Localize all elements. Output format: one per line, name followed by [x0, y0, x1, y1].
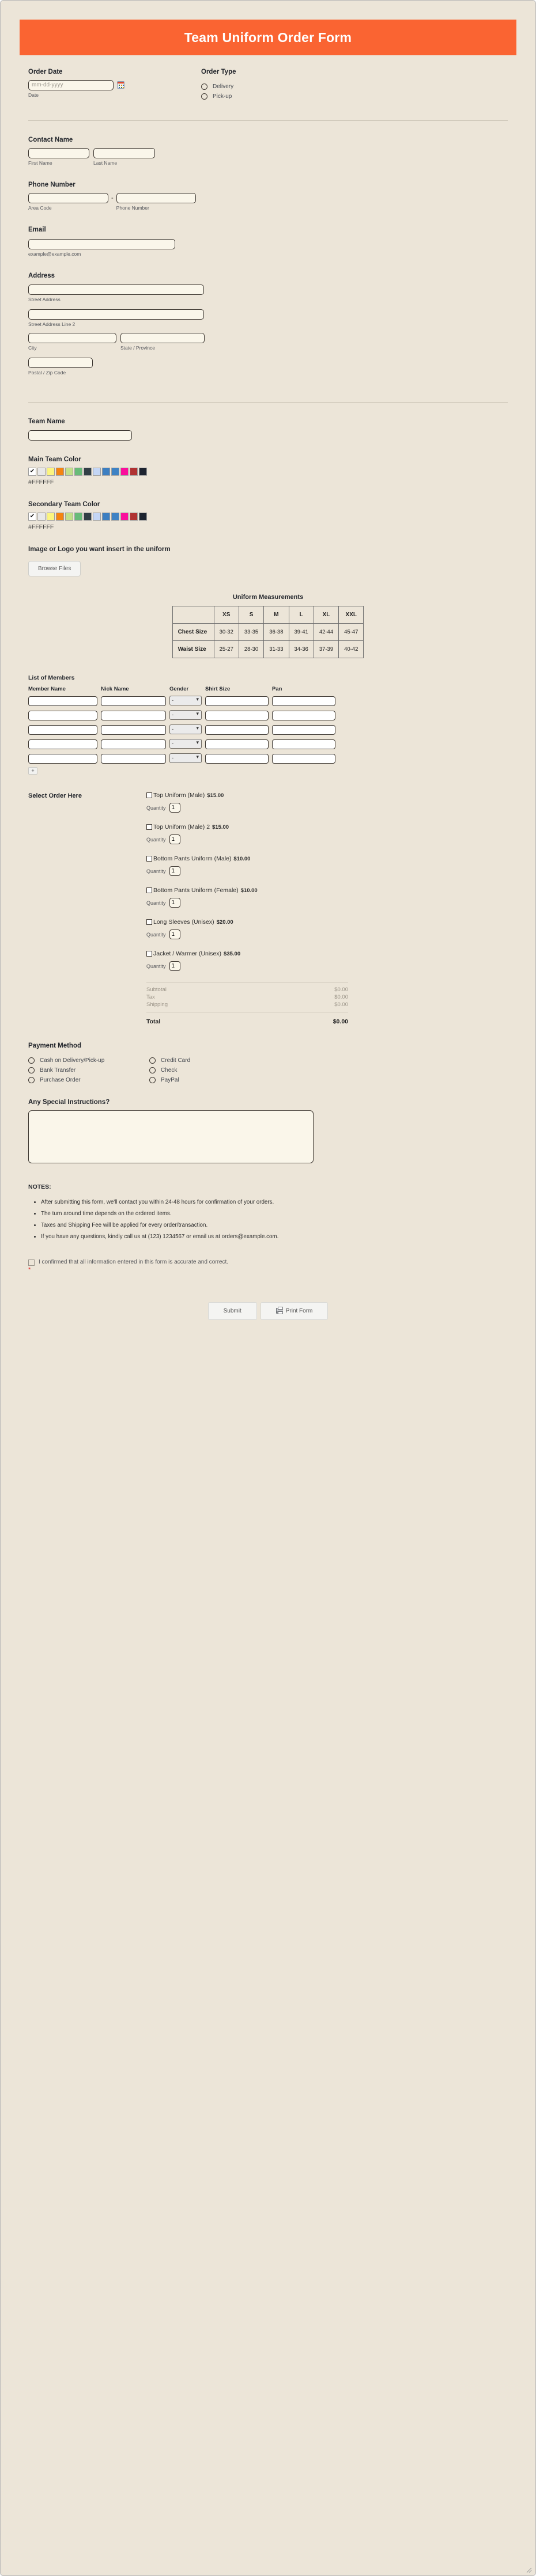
- member-shirt-size-input[interactable]: [205, 711, 269, 720]
- confirmation-text: I confirmed that all information entered in this form is accurate and correct.: [39, 1258, 229, 1265]
- notes-item: • The turn around time depends on the ordered items.: [41, 1209, 508, 1219]
- city-input[interactable]: [28, 333, 116, 343]
- main-color-swatch-2[interactable]: [47, 468, 55, 476]
- member-gender-select[interactable]: -: [169, 696, 202, 705]
- order-item-quantity-label: Quantity: [146, 805, 166, 811]
- order-item-price: $10.00: [240, 887, 258, 894]
- subtotal-label: Subtotal: [146, 987, 167, 993]
- order-meta-row: [1, 55, 535, 100]
- payment-option-1[interactable]: [28, 1067, 149, 1073]
- tax-value: $0.00: [334, 994, 348, 1001]
- order-type-option-pickup[interactable]: [201, 93, 236, 100]
- radio-icon[interactable]: [28, 1057, 35, 1064]
- order-item-quantity-label: Quantity: [146, 900, 166, 906]
- email-label: Email: [28, 226, 46, 234]
- measurements-cell: 39-41: [289, 624, 314, 641]
- address-label: Address: [28, 272, 55, 279]
- secondary-color-swatch-10[interactable]: [120, 513, 129, 521]
- order-date-label: Order Date: [28, 69, 63, 75]
- street-address-sublabel: Street Address: [28, 297, 61, 303]
- email-sublabel: example@example.com: [28, 251, 81, 257]
- main-color-swatch-1[interactable]: [37, 468, 46, 476]
- member-shirt-size-input[interactable]: [205, 725, 269, 735]
- notes-item: • If you have any questions, kindly call us at (123) 1234567 or email us at orders@example.com.: [41, 1232, 508, 1242]
- main-color-swatch-4[interactable]: [65, 468, 73, 476]
- state-input[interactable]: [120, 333, 205, 343]
- special-instructions-section: [1, 1083, 535, 1166]
- table-row: [28, 724, 536, 735]
- order-item-price: $20.00: [216, 919, 233, 925]
- order-date-field: [28, 68, 201, 100]
- order-item-quantity-input[interactable]: [169, 834, 180, 844]
- order-selection-section: [1, 775, 535, 1026]
- member-nick-input[interactable]: [101, 711, 166, 720]
- order-item-quantity-label: Quantity: [146, 931, 166, 938]
- state-sublabel: State / Province: [120, 345, 156, 351]
- last-name-field: [93, 148, 155, 166]
- order-item-name: Jacket / Warmer (Unisex): [153, 950, 222, 958]
- measurements-cell: 36-38: [264, 624, 289, 641]
- order-item-checkbox[interactable]: [146, 951, 152, 957]
- total-row: [146, 1016, 348, 1026]
- uniform-measurements-title: Uniform Measurements: [232, 594, 304, 601]
- main-team-color-section: [1, 441, 535, 485]
- main-color-swatch-7[interactable]: [93, 468, 101, 476]
- member-pants-size-input[interactable]: [272, 725, 335, 735]
- total-label: Total: [146, 1018, 161, 1026]
- required-marker: *: [28, 1266, 31, 1273]
- measurements-cell: 25-27: [214, 641, 239, 658]
- secondary-color-swatch-0[interactable]: [28, 513, 36, 521]
- area-code-input[interactable]: [28, 193, 108, 203]
- secondary-color-swatch-4[interactable]: [65, 513, 73, 521]
- order-item-price: $15.00: [212, 824, 229, 830]
- order-item-quantity-input[interactable]: [169, 898, 180, 908]
- payment-method-label: Payment Method: [28, 1042, 82, 1050]
- address-section: [1, 257, 535, 375]
- member-shirt-size-input[interactable]: [205, 754, 269, 764]
- secondary-team-color-label: Secondary Team Color: [28, 501, 100, 509]
- member-name-input[interactable]: [28, 711, 97, 720]
- notes-item: • Taxes and Shipping Fee will be applied for every order/transaction.: [41, 1220, 508, 1231]
- confirmation-section: [1, 1244, 535, 1273]
- order-type-option-label: Pick-up: [213, 93, 232, 100]
- order-item-quantity-input[interactable]: [169, 930, 180, 939]
- order-item: [146, 855, 388, 876]
- print-form-button[interactable]: [261, 1302, 329, 1320]
- measurements-cell: 28-30: [239, 641, 263, 658]
- measurements-cell: 33-35: [239, 624, 263, 641]
- member-name-input[interactable]: [28, 739, 97, 749]
- calendar-icon[interactable]: [117, 81, 124, 89]
- secondary-color-swatch-3[interactable]: [56, 513, 64, 521]
- members-section: [1, 658, 535, 775]
- member-gender-select-wrapper[interactable]: [169, 696, 202, 705]
- members-column-header-1: Nick Name: [101, 686, 129, 693]
- order-item: [146, 950, 388, 971]
- form-header-banner: [20, 20, 516, 55]
- payment-option-label: Purchase Order: [40, 1077, 81, 1084]
- order-item-price: $10.00: [233, 855, 251, 862]
- order-item-checkbox[interactable]: [146, 887, 152, 893]
- radio-icon[interactable]: [149, 1077, 156, 1083]
- measurements-row-label: Waist Size: [172, 641, 214, 658]
- radio-icon[interactable]: [28, 1077, 35, 1083]
- main-color-swatch-0[interactable]: [28, 468, 36, 476]
- subtotal-row: [146, 986, 348, 993]
- radio-icon[interactable]: [201, 84, 207, 90]
- order-item-name: Top Uniform (Male): [153, 792, 205, 799]
- email-input[interactable]: [28, 239, 175, 249]
- payment-option-2[interactable]: [28, 1077, 149, 1083]
- shipping-row: [146, 1001, 348, 1008]
- payment-option-label: Bank Transfer: [40, 1067, 76, 1074]
- members-column-header-2: Gender: [169, 686, 189, 693]
- order-item-checkbox[interactable]: [146, 792, 152, 798]
- secondary-color-swatch-list: [28, 513, 508, 521]
- member-shirt-size-input[interactable]: [205, 739, 269, 749]
- main-color-swatch-9[interactable]: [111, 468, 119, 476]
- payment-option-right-2[interactable]: [149, 1077, 270, 1083]
- order-item-name: Bottom Pants Uniform (Female): [153, 887, 239, 894]
- shipping-value: $0.00: [334, 1001, 348, 1008]
- main-color-swatch-3[interactable]: [56, 468, 64, 476]
- contact-name-label: Contact Name: [28, 136, 73, 143]
- secondary-team-color-value: #FFFFFF: [28, 523, 54, 531]
- payment-option-label: PayPal: [161, 1077, 179, 1084]
- print-form-button-label: Print Form: [285, 1307, 313, 1314]
- notes-section: [1, 1166, 535, 1242]
- main-color-swatch-11[interactable]: [130, 468, 138, 476]
- secondary-color-swatch-2[interactable]: [47, 513, 55, 521]
- measurements-cell: 45-47: [339, 624, 364, 641]
- order-item-checkbox[interactable]: [146, 824, 152, 830]
- page-title: Team Uniform Order Form: [184, 29, 352, 45]
- main-color-swatch-6[interactable]: [84, 468, 92, 476]
- member-gender-select-wrapper[interactable]: [169, 739, 202, 749]
- radio-icon[interactable]: [28, 1067, 35, 1073]
- order-type-option-label: Delivery: [213, 83, 234, 90]
- secondary-color-swatch-9[interactable]: [111, 513, 119, 521]
- order-type-field: [201, 68, 236, 100]
- member-gender-select-wrapper[interactable]: [169, 724, 202, 734]
- logo-upload-label: Image or Logo you want insert in the uniform: [28, 546, 171, 553]
- main-color-swatch-8[interactable]: [102, 468, 110, 476]
- measurements-cell: 34-36: [289, 641, 314, 658]
- table-row: [28, 738, 536, 749]
- phone-label: Phone Number: [28, 181, 76, 189]
- measurements-cell: 40-42: [339, 641, 364, 658]
- phone-number-field: [116, 193, 196, 211]
- main-color-swatch-list: [28, 468, 508, 476]
- uniform-measurements-table: [172, 606, 364, 658]
- payment-option-label: Check: [161, 1067, 178, 1074]
- member-nick-input[interactable]: [101, 696, 166, 706]
- secondary-color-swatch-11[interactable]: [130, 513, 138, 521]
- street-address-line2-sublabel: Street Address Line 2: [28, 321, 76, 327]
- order-item-checkbox[interactable]: [146, 856, 152, 862]
- members-title: List of Members: [28, 674, 75, 682]
- total-value: $0.00: [333, 1018, 348, 1026]
- order-item: [146, 887, 388, 908]
- measurements-cell: 30-32: [214, 624, 239, 641]
- order-item-checkbox[interactable]: [146, 919, 152, 925]
- special-instructions-textarea[interactable]: [28, 1110, 314, 1163]
- secondary-color-swatch-1[interactable]: [37, 513, 46, 521]
- printer-icon: [276, 1308, 282, 1314]
- postal-code-input[interactable]: [28, 358, 93, 368]
- members-column-header-0: Member Name: [28, 686, 66, 693]
- order-date-input[interactable]: [28, 80, 114, 90]
- order-item: [146, 919, 388, 939]
- measurements-cell: 31-33: [264, 641, 289, 658]
- member-nick-input[interactable]: [101, 725, 166, 735]
- resize-corner-icon: [526, 2567, 532, 2573]
- measurements-size-header-l: L: [289, 606, 314, 624]
- member-pants-size-input[interactable]: [272, 696, 335, 706]
- payment-option-right-0[interactable]: [149, 1057, 270, 1064]
- last-name-input[interactable]: [93, 148, 155, 158]
- order-item-quantity-input[interactable]: [169, 803, 180, 813]
- measurements-size-header-xs: XS: [214, 606, 239, 624]
- member-nick-input[interactable]: [101, 754, 166, 764]
- table-row: [172, 641, 364, 658]
- area-code-field: [28, 193, 108, 211]
- team-name-section: [1, 403, 535, 441]
- first-name-input[interactable]: [28, 148, 89, 158]
- member-pants-size-input[interactable]: [272, 754, 335, 764]
- order-totals: [146, 982, 348, 1026]
- member-gender-select[interactable]: -: [169, 710, 202, 720]
- payment-option-label: Credit Card: [161, 1057, 191, 1064]
- member-name-input[interactable]: [28, 725, 97, 735]
- radio-icon[interactable]: [201, 93, 207, 100]
- member-gender-select-wrapper[interactable]: [169, 710, 202, 720]
- phone-section: [1, 166, 535, 211]
- table-header-row: [172, 606, 364, 624]
- member-nick-input[interactable]: [101, 739, 166, 749]
- main-team-color-label: Main Team Color: [28, 456, 81, 464]
- measurements-corner-cell: [172, 606, 214, 624]
- submit-button-label: Submit: [223, 1307, 241, 1314]
- secondary-color-swatch-6[interactable]: [84, 513, 92, 521]
- phone-number-sublabel: Phone Number: [116, 205, 149, 211]
- area-code-sublabel: Area Code: [28, 205, 52, 211]
- special-instructions-label: Any Special Instructions?: [28, 1099, 110, 1106]
- payment-method-section: [1, 1026, 535, 1083]
- member-gender-select-wrapper[interactable]: [169, 753, 202, 763]
- main-color-swatch-10[interactable]: [120, 468, 129, 476]
- tax-label: Tax: [146, 994, 155, 1001]
- order-item-quantity-label: Quantity: [146, 868, 166, 874]
- team-name-input[interactable]: [28, 430, 132, 441]
- city-sublabel: City: [28, 345, 37, 351]
- first-name-field: [28, 148, 89, 166]
- browse-files-button[interactable]: Browse Files: [28, 561, 81, 576]
- uniform-measurements-section: [1, 576, 535, 658]
- notes-list: [28, 1197, 508, 1242]
- payment-option-right-1[interactable]: [149, 1067, 270, 1073]
- notes-title: NOTES:: [28, 1183, 51, 1191]
- last-name-sublabel: Last Name: [93, 160, 118, 166]
- logo-upload-section: [1, 530, 535, 576]
- measurements-cell: 37-39: [314, 641, 338, 658]
- tax-row: [146, 993, 348, 1001]
- order-item-name: Long Sleeves (Unisex): [153, 919, 214, 926]
- secondary-color-swatch-8[interactable]: [102, 513, 110, 521]
- order-item: [146, 824, 388, 844]
- main-color-swatch-12[interactable]: [139, 468, 147, 476]
- shipping-label: Shipping: [146, 1001, 168, 1008]
- measurements-cell: 42-44: [314, 624, 338, 641]
- order-item-price: $15.00: [207, 792, 224, 799]
- measurements-size-header-s: S: [239, 606, 263, 624]
- measurements-size-header-xl: XL: [314, 606, 338, 624]
- order-type-label: Order Type: [201, 69, 236, 75]
- member-name-input[interactable]: [28, 754, 97, 764]
- member-pants-size-input[interactable]: [272, 711, 335, 720]
- measurements-row-label: Chest Size: [172, 624, 214, 641]
- member-gender-select[interactable]: -: [169, 739, 202, 749]
- street-address-line2-input[interactable]: [28, 309, 204, 320]
- phone-number-input[interactable]: [116, 193, 196, 203]
- select-order-label: Select Order Here: [28, 792, 82, 800]
- order-item-price: $35.00: [224, 950, 241, 957]
- first-name-sublabel: First Name: [28, 160, 52, 166]
- form-actions: [1, 1273, 535, 1331]
- measurements-size-header-xxl: XXL: [339, 606, 364, 624]
- email-section: [1, 211, 535, 257]
- order-item-quantity-label: Quantity: [146, 963, 166, 969]
- secondary-team-color-section: [1, 485, 535, 530]
- order-date-sublabel: Date: [28, 92, 39, 98]
- secondary-color-swatch-5[interactable]: [74, 513, 82, 521]
- table-row: [28, 753, 536, 764]
- order-item-name: Top Uniform (Male) 2: [153, 824, 210, 831]
- main-team-color-value: #FFFFFF: [28, 479, 54, 486]
- add-member-row-button[interactable]: +: [28, 767, 37, 775]
- main-color-swatch-5[interactable]: [74, 468, 82, 476]
- state-field: [120, 333, 205, 351]
- radio-icon[interactable]: [149, 1067, 156, 1073]
- table-row: [28, 710, 536, 720]
- member-name-input[interactable]: [28, 696, 97, 706]
- order-item-quantity-input[interactable]: [169, 866, 180, 876]
- contact-name-section: [1, 121, 535, 166]
- members-header-row: [28, 686, 536, 692]
- city-field: [28, 333, 116, 351]
- payment-option-0[interactable]: [28, 1057, 149, 1064]
- notes-item: • After submitting this form, we'll contact you within 24-48 hours for confirmation of your orders.: [41, 1197, 508, 1208]
- table-row: [28, 695, 536, 706]
- payment-option-label: Cash on Delivery/Pick-up: [40, 1057, 105, 1064]
- phone-separator: -: [111, 195, 114, 202]
- members-column-header-4: Pan: [272, 686, 282, 693]
- order-item-quantity-label: Quantity: [146, 836, 166, 843]
- team-name-label: Team Name: [28, 418, 65, 425]
- order-type-option-delivery[interactable]: [201, 84, 236, 90]
- table-row: [172, 624, 364, 641]
- subtotal-value: $0.00: [334, 987, 348, 993]
- members-column-header-3: Shirt Size: [205, 686, 231, 693]
- order-item-name: Bottom Pants Uniform (Male): [153, 855, 232, 863]
- street-address-input[interactable]: [28, 284, 204, 295]
- secondary-color-swatch-7[interactable]: [93, 513, 101, 521]
- secondary-color-swatch-12[interactable]: [139, 513, 147, 521]
- postal-code-sublabel: Postal / Zip Code: [28, 369, 66, 375]
- member-gender-select[interactable]: -: [169, 753, 202, 763]
- radio-icon[interactable]: [149, 1057, 156, 1064]
- member-shirt-size-input[interactable]: [205, 696, 269, 706]
- member-pants-size-input[interactable]: [272, 739, 335, 749]
- measurements-size-header-m: M: [264, 606, 289, 624]
- order-item: [146, 792, 388, 813]
- submit-button[interactable]: [208, 1302, 257, 1320]
- member-gender-select[interactable]: -: [169, 724, 202, 734]
- confirmation-checkbox[interactable]: [28, 1259, 35, 1266]
- order-item-quantity-input[interactable]: [169, 961, 180, 971]
